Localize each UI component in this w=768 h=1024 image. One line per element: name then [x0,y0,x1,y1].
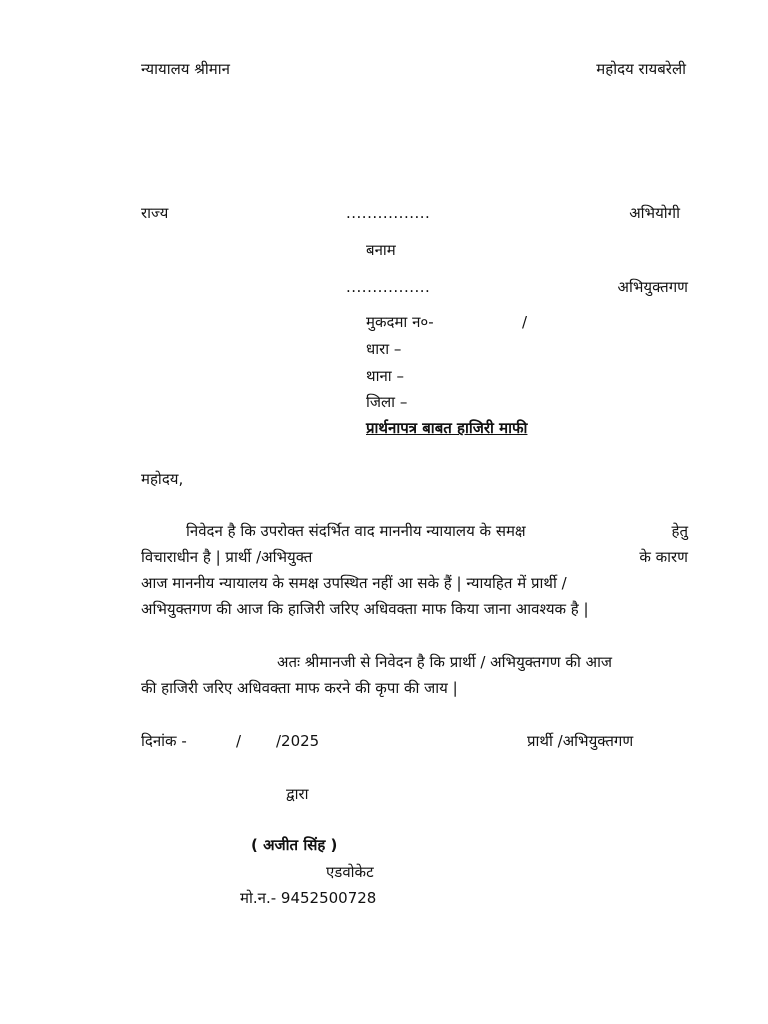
section-label: धारा – [366,340,402,358]
para1-line3: आज माननीय न्यायालय के समक्ष उपस्थित नहीं आ सके हैं | न्यायहित में प्रार्थी / [141,574,567,592]
date-label: दिनांक - [141,732,187,750]
subject-heading: प्रार्थनापत्र बाबत हाजिरी माफी [366,419,528,437]
para1-line4: अभियुक्तगण की आज कि हाजिरी जरिए अधिवक्ता माफ किया जाना आवश्यक है | [141,600,589,618]
police-station-label: थाना – [366,367,404,385]
para1-line1-start: निवेदन है कि उपरोक्त संदर्भित वाद माननीय न्यायालय के समक्ष [186,522,526,540]
case-number-label: मुकदमा न०- [366,313,434,331]
para1-line2-end: के कारण [639,548,688,566]
date-separator: / [236,732,242,750]
versus-label: बनाम [366,241,396,259]
prosecution-label: अभियोगी [629,204,680,222]
through-label: द्वारा [286,785,309,803]
para2-line1: अतः श्रीमानजी से निवेदन है कि प्रार्थी / अभियुक्तगण की आज [277,653,613,671]
advocate-name: ( अजीत सिंह ) [251,836,338,854]
salutation: महोदय, [141,470,184,488]
accused-label: अभियुक्तगण [617,278,688,296]
magistrate-heading: महोदय रायबरेली [596,60,686,78]
blank-accused: ................ [346,278,431,296]
court-heading: न्यायालय श्रीमान [141,60,230,78]
para2-line2: की हाजिरी जरिए अधिवक्ता माफ करने की कृपा की जाय | [141,679,458,697]
district-label: जिला – [366,393,408,411]
blank-prosecution: ................ [346,204,431,222]
applicant-label: प्रार्थी /अभियुक्तगण [527,732,634,750]
para1-line2-start: विचाराधीन है | प्रार्थी /अभियुक्त [141,548,313,566]
mobile-number: मो.न.- 9452500728 [240,889,377,907]
date-year: /2025 [276,732,320,750]
para1-line1-end: हेतु [671,522,688,540]
case-number-separator: / [522,313,528,331]
state-label: राज्य [141,204,169,222]
advocate-title: एडवोकेट [326,863,374,881]
